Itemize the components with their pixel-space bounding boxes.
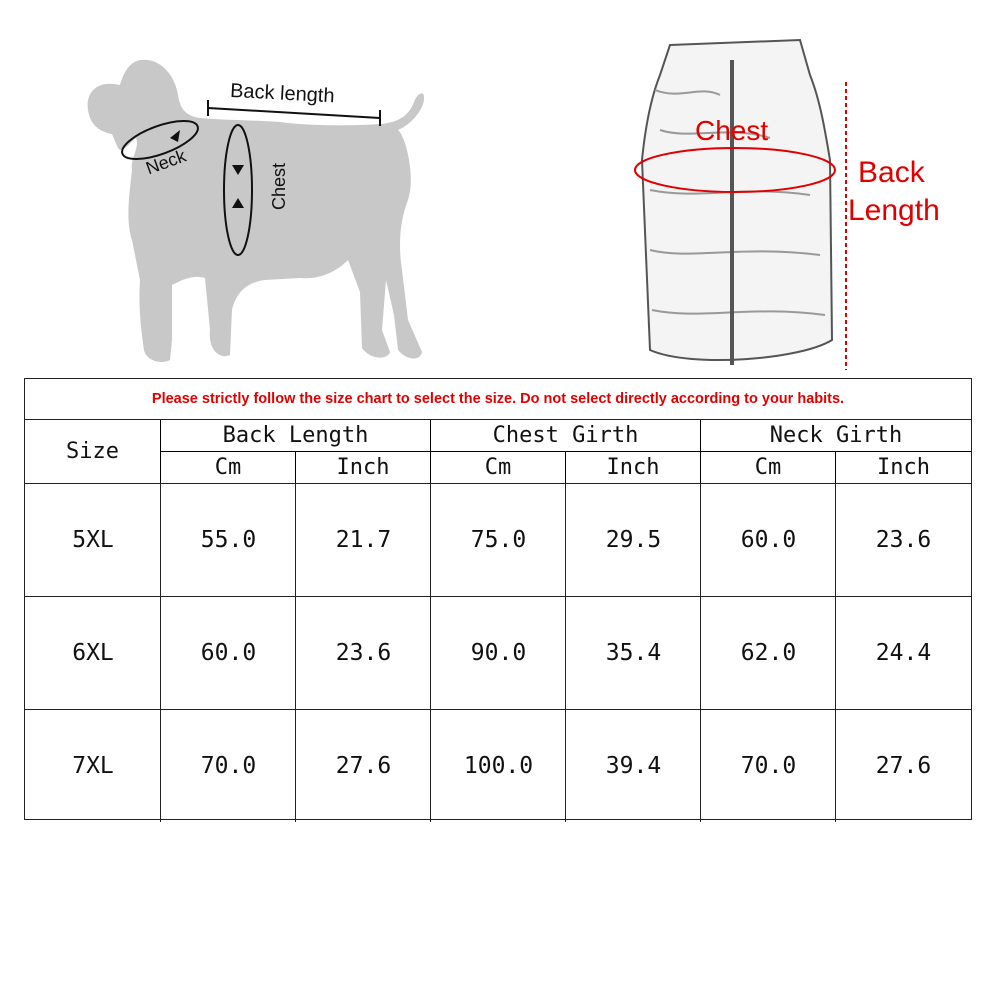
chest-girth-inch-cell: 35.4 [565, 597, 701, 709]
neck-girth-inch-header: Inch [836, 452, 971, 483]
back-length-inch-cell: 23.6 [295, 597, 431, 709]
size-chart-table [24, 378, 972, 820]
size-header: Size [25, 420, 160, 483]
neck-girth-cm-cell: 62.0 [700, 597, 836, 709]
back-length-cm-cell: 55.0 [160, 484, 296, 596]
table-row [25, 709, 971, 822]
size-cell: 6XL [72, 640, 114, 666]
neck-girth-inch-cell: 24.4 [835, 597, 971, 709]
neck-girth-cm-cell: 70.0 [700, 710, 836, 822]
table-row [25, 596, 971, 709]
size-notice: Please strictly follow the size chart to select the size. Do not select directly according to your habits. [151, 391, 845, 407]
neck-label: Neck [143, 145, 189, 179]
back-length-inch-cell: 21.7 [295, 484, 431, 596]
chest-girth-cm-cell: 90.0 [430, 597, 566, 709]
back-length-inch-header: Inch [296, 452, 430, 483]
size-cell: 7XL [72, 753, 114, 779]
chest-girth-inch-cell: 39.4 [565, 710, 701, 822]
table-header [25, 420, 971, 483]
table-row [25, 483, 971, 596]
chest-label: Chest [269, 162, 289, 210]
back-length-cm-cell: 70.0 [160, 710, 296, 822]
chest-girth-inch-cell: 29.5 [565, 484, 701, 596]
neck-girth-header: Neck Girth [701, 420, 971, 451]
chest-girth-cm-cell: 100.0 [430, 710, 566, 822]
chest-girth-inch-header: Inch [566, 452, 700, 483]
neck-girth-cm-cell: 60.0 [700, 484, 836, 596]
back-length-cm-header: Cm [161, 452, 295, 483]
chest-girth-cm-header: Cm [431, 452, 565, 483]
neck-girth-inch-cell: 23.6 [835, 484, 971, 596]
neck-girth-cm-header: Cm [701, 452, 835, 483]
back-length-header: Back Length [161, 420, 430, 451]
chest-girth-header: Chest Girth [431, 420, 700, 451]
dog-measurement-illustration [60, 30, 440, 380]
dog-silhouette [88, 60, 424, 362]
size-cell: 5XL [72, 527, 114, 553]
back-length-inch-cell: 27.6 [295, 710, 431, 822]
vest-back-label: Back [858, 156, 925, 189]
back-length-label: Back length [229, 79, 336, 108]
vest-illustration [620, 30, 980, 380]
vest-length-label: Length [848, 194, 940, 227]
neck-girth-inch-cell: 27.6 [835, 710, 971, 822]
vest-chest-label: Chest [695, 115, 769, 146]
chest-girth-cm-cell: 75.0 [430, 484, 566, 596]
back-length-cm-cell: 60.0 [160, 597, 296, 709]
